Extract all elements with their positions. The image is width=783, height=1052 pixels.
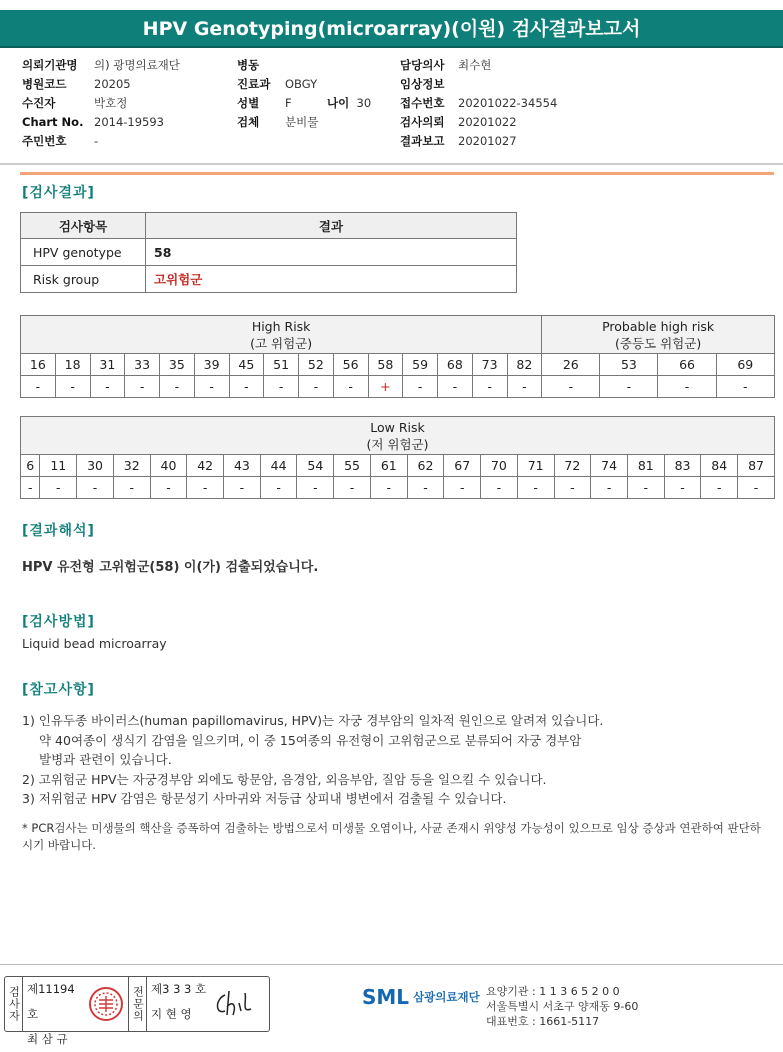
result-cell: - xyxy=(407,477,444,499)
info-value: 최수현 xyxy=(458,58,492,72)
info-row xyxy=(22,75,180,94)
result-cell: - xyxy=(627,477,664,499)
genotype-cell: 71 xyxy=(517,455,554,477)
list-item: 발병과 관련이 있습니다. xyxy=(39,752,172,767)
genotype-cell: 44 xyxy=(260,455,297,477)
genotype-cell: 18 xyxy=(55,354,90,376)
genotype-cell: 43 xyxy=(224,455,261,477)
result-cell: - xyxy=(517,477,554,499)
list-item: 3) 저위험군 HPV 감염은 항문성기 사마귀와 저등급 상피내 병변에서 검출될 수 있습니다. xyxy=(22,791,507,806)
genotype-cell: 82 xyxy=(507,354,542,376)
genotype-cell: 62 xyxy=(407,455,444,477)
table-row xyxy=(21,239,517,266)
specialist-name: 지 현 영 xyxy=(151,1007,192,1021)
result-cell: - xyxy=(194,376,229,398)
low-risk-table xyxy=(20,416,775,499)
result-cell: - xyxy=(40,477,77,499)
list-item: 2) 고위험군 HPV는 자궁경부암 외에도 항문암, 음경암, 외음부암, 질암 등을 일으킬 수 있습니다. xyxy=(22,771,547,787)
section-result: [검사결과] xyxy=(22,185,95,201)
result-cell: - xyxy=(21,477,40,499)
info-label: 의뢰기관명 xyxy=(22,58,78,72)
genotype-cell: 58 xyxy=(368,354,403,376)
info-label: 진료과 xyxy=(237,77,271,91)
info-label: 검사의뢰 xyxy=(400,115,445,129)
result-cell: - xyxy=(438,376,473,398)
genotype-cell: 56 xyxy=(333,354,368,376)
genotype-cell: 68 xyxy=(438,354,473,376)
genotype-cell: 70 xyxy=(481,455,518,477)
result-cell: - xyxy=(542,376,600,398)
result-cell: - xyxy=(554,477,591,499)
low-risk-header xyxy=(21,417,775,455)
info-row xyxy=(400,56,557,75)
high-risk-types-row xyxy=(21,354,775,376)
info-value: 20201022 xyxy=(458,115,517,129)
genotype-cell: 73 xyxy=(472,354,507,376)
info-row xyxy=(237,94,318,113)
result-cell: - xyxy=(334,477,371,499)
report-title: HPV Genotyping(microarray)(이원) 검사결과보고서 xyxy=(0,10,783,48)
info-label: 담당의사 xyxy=(400,58,445,72)
age-field xyxy=(327,94,371,113)
info-label: 수진자 xyxy=(22,96,56,110)
genotype-cell: 53 xyxy=(600,354,658,376)
genotype-cell: 72 xyxy=(554,455,591,477)
genotype-cell: 81 xyxy=(627,455,664,477)
result-header-value: 결과 xyxy=(146,213,517,239)
genotype-cell: 11 xyxy=(40,455,77,477)
high-risk-table xyxy=(20,315,775,398)
genotype-cell: 31 xyxy=(90,354,125,376)
result-cell: - xyxy=(125,376,160,398)
info-label: 임상정보 xyxy=(400,77,445,91)
result-cell: - xyxy=(472,376,507,398)
result-cell: - xyxy=(224,477,261,499)
genotype-cell: 51 xyxy=(264,354,299,376)
info-label: 성별 xyxy=(237,96,260,110)
result-cell: - xyxy=(591,477,628,499)
info-value: 분비물 xyxy=(285,115,319,129)
result-cell: - xyxy=(113,477,150,499)
genotype-cell: 59 xyxy=(403,354,438,376)
contact-line: 대표번호 : 1661-5117 xyxy=(486,1015,600,1028)
result-cell: - xyxy=(658,376,716,398)
info-row xyxy=(22,132,180,151)
table-row xyxy=(21,266,517,293)
info-row xyxy=(22,94,180,113)
result-cell: + xyxy=(368,376,403,398)
info-row xyxy=(400,94,557,113)
genotype-cell: 67 xyxy=(444,455,481,477)
info-row xyxy=(400,132,557,151)
result-cell: - xyxy=(664,477,701,499)
info-label: 결과보고 xyxy=(400,134,445,148)
examiner-no: 제11194호 xyxy=(27,982,75,1021)
info-value: 의) 광명의료재단 xyxy=(94,58,180,72)
genotype-cell: 40 xyxy=(150,455,187,477)
result-cell: - xyxy=(77,477,114,499)
result-cell: - xyxy=(403,376,438,398)
probable-risk-title: Probable high risk xyxy=(602,318,715,334)
genotype-cell: 32 xyxy=(113,455,150,477)
genotype-cell: 74 xyxy=(591,455,628,477)
info-row xyxy=(22,113,180,132)
genotype-value: 58 xyxy=(146,239,517,266)
genotype-cell: 45 xyxy=(229,354,264,376)
genotype-cell: 33 xyxy=(125,354,160,376)
info-label: Chart No. xyxy=(22,115,84,129)
info-label: 접수번호 xyxy=(400,96,445,110)
result-cell: - xyxy=(229,376,264,398)
result-cell: - xyxy=(716,376,774,398)
result-cell: - xyxy=(297,477,334,499)
info-row xyxy=(400,75,557,94)
genotype-cell: 84 xyxy=(701,455,738,477)
info-row xyxy=(237,75,318,94)
risk-group-value: 고위험군 xyxy=(146,266,517,293)
references-list xyxy=(22,711,603,809)
result-cell: - xyxy=(160,376,195,398)
specialist-label: 전문의 xyxy=(129,977,147,1031)
result-cell: - xyxy=(90,376,125,398)
high-risk-subtitle: (고 위험군) xyxy=(250,335,313,351)
examiner-info xyxy=(23,977,83,1046)
genotype-cell: 52 xyxy=(299,354,334,376)
genotype-cell: 61 xyxy=(370,455,407,477)
specialist-no: 제3 3 3 호 xyxy=(151,982,207,996)
result-cell: - xyxy=(299,376,334,398)
genotype-cell: 30 xyxy=(77,455,114,477)
signature-box xyxy=(4,976,270,1046)
result-cell: - xyxy=(187,477,224,499)
genotype-cell: 6 xyxy=(21,455,40,477)
result-cell: - xyxy=(150,477,187,499)
info-row xyxy=(22,56,180,75)
contact-line: 요양기관 : 1 1 3 6 5 2 0 0 xyxy=(486,985,620,998)
result-item: Risk group xyxy=(21,266,146,293)
info-label: 병원코드 xyxy=(22,77,67,91)
result-cell: - xyxy=(701,477,738,499)
info-value: 2014-19593 xyxy=(94,115,164,129)
result-cell: - xyxy=(370,477,407,499)
info-row xyxy=(400,113,557,132)
info-value: 박호정 xyxy=(94,96,128,110)
list-item: 1) 인유두종 바이러스(human papillomavirus, HPV)는 자궁 경부암의 일차적 원인으로 알려져 있습니다. xyxy=(22,713,604,728)
result-item: HPV genotype xyxy=(21,239,146,266)
specialist-info xyxy=(147,977,207,1031)
high-risk-title: High Risk xyxy=(251,318,311,334)
org-logo xyxy=(362,985,480,1009)
genotype-cell: 87 xyxy=(738,455,775,477)
result-cell: - xyxy=(333,376,368,398)
interpretation-text: HPV 유전형 고위험군(58) 이(가) 검출되었습니다. xyxy=(22,560,319,575)
high-risk-results-row xyxy=(21,376,775,398)
info-value: 20201022-34554 xyxy=(458,96,558,110)
result-table xyxy=(20,212,517,293)
contact-line: 서울특별시 서초구 양재동 9-60 xyxy=(486,1000,639,1013)
examiner-label: 검사자 xyxy=(5,977,23,1031)
section-interpretation: [결과해석] xyxy=(22,523,95,539)
genotype-cell: 16 xyxy=(21,354,56,376)
info-value: - xyxy=(94,134,99,148)
method-text: Liquid bead microarray xyxy=(22,636,167,651)
result-cell: - xyxy=(21,376,56,398)
result-header-item: 검사항목 xyxy=(21,213,146,239)
section-references: [참고사항] xyxy=(22,682,95,698)
result-cell: - xyxy=(507,376,542,398)
accent-line xyxy=(20,172,774,175)
org-name: 삼광의료재단 xyxy=(413,990,480,1004)
genotype-cell: 35 xyxy=(160,354,195,376)
age-label: 나이 xyxy=(327,96,350,110)
info-value: OBGY xyxy=(285,77,318,91)
info-col-1 xyxy=(22,56,180,151)
low-risk-types-row xyxy=(21,455,775,477)
genotype-cell: 54 xyxy=(297,455,334,477)
low-risk-results-row xyxy=(21,477,775,499)
info-row xyxy=(237,56,318,75)
info-label: 병동 xyxy=(237,58,260,72)
result-cell: - xyxy=(600,376,658,398)
info-value: F xyxy=(285,96,292,110)
genotype-cell: 42 xyxy=(187,455,224,477)
info-row xyxy=(237,113,318,132)
genotype-cell: 66 xyxy=(658,354,716,376)
result-cell: - xyxy=(481,477,518,499)
sml-logo-icon: SML xyxy=(362,985,410,1009)
genotype-cell: 55 xyxy=(334,455,371,477)
result-cell: - xyxy=(444,477,481,499)
genotype-cell: 69 xyxy=(716,354,774,376)
result-cell: - xyxy=(55,376,90,398)
list-item: 약 40여종이 생식기 감염을 일으키며, 이 중 15여종의 유전형이 고위험군으로 분류되어 자궁 경부암 xyxy=(39,732,582,748)
low-risk-title: Low Risk xyxy=(370,419,425,435)
section-method: [검사방법] xyxy=(22,614,95,630)
examiner-seal-icon xyxy=(83,977,129,1031)
info-value: 20201027 xyxy=(458,134,517,148)
age-value: 30 xyxy=(356,96,372,110)
info-col-3 xyxy=(400,56,557,151)
examiner-name: 최 삼 규 xyxy=(27,1032,68,1046)
result-cell: - xyxy=(264,376,299,398)
footer-separator xyxy=(0,964,783,965)
genotype-cell: 39 xyxy=(194,354,229,376)
genotype-cell: 83 xyxy=(664,455,701,477)
info-label: 주민번호 xyxy=(22,134,67,148)
pcr-footnote: * PCR검사는 미생물의 핵산을 증폭하여 검출하는 방법으로서 미생물 오염이나, 사균 존재시 위양성 가능성이 있으므로 임상 증상과 연관하여 판단하시기 바랍니다. xyxy=(22,821,761,852)
genotype-cell: 26 xyxy=(542,354,600,376)
separator xyxy=(0,163,783,165)
probable-risk-header xyxy=(542,316,775,354)
result-cell: - xyxy=(260,477,297,499)
signature-icon xyxy=(207,977,259,1031)
result-cell: - xyxy=(738,477,775,499)
info-label: 검체 xyxy=(237,115,260,129)
high-risk-header xyxy=(21,316,542,354)
low-risk-subtitle: (저 위험군) xyxy=(366,436,429,452)
info-col-2 xyxy=(237,56,318,132)
info-value: 20205 xyxy=(94,77,131,91)
org-contact xyxy=(486,984,638,1029)
probable-risk-subtitle: (중등도 위험군) xyxy=(615,335,702,351)
